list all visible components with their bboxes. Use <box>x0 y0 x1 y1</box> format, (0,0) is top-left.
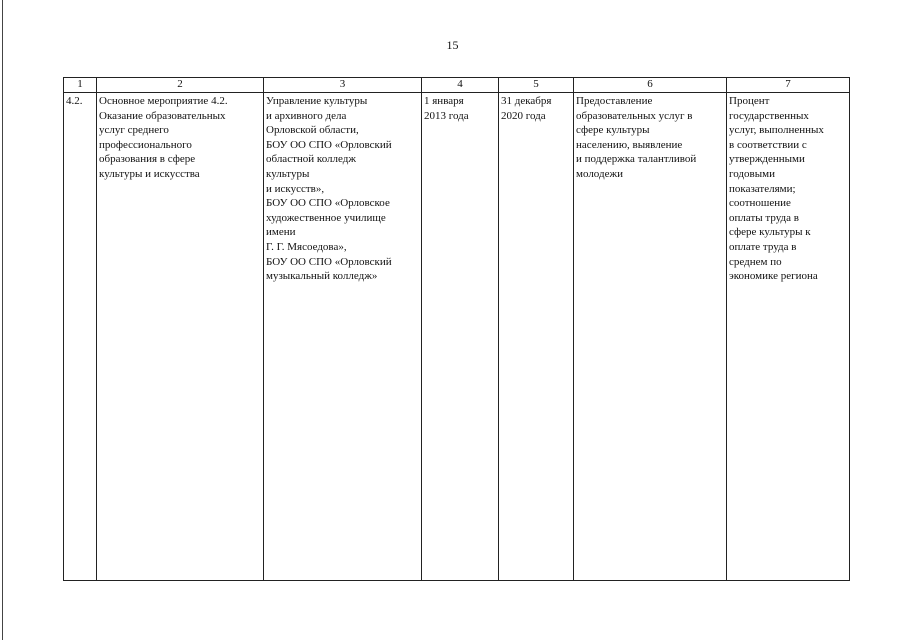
table-row <box>64 93 850 581</box>
indicator-line: утвержденными <box>729 153 805 166</box>
executor-line: БОУ ОО СПО «Орловский <box>266 255 392 268</box>
header-col-7: 7 <box>727 78 850 93</box>
cell-event <box>97 93 264 581</box>
event-line: Оказание образовательных <box>99 109 226 122</box>
cell-end-date <box>499 93 574 581</box>
event-line: культуры и искусства <box>99 167 200 180</box>
event-line: Основное мероприятие 4.2. <box>99 95 228 107</box>
indicator-line: сфере культуры к <box>729 226 811 239</box>
indicator-line: услуг, выполненных <box>729 124 824 137</box>
executor-line: и архивного дела <box>266 109 347 122</box>
result-line: и поддержка талантливой <box>576 153 697 166</box>
end-date-line: 31 декабря <box>501 95 552 107</box>
event-line: образования в сфере <box>99 153 196 166</box>
header-col-1: 1 <box>64 78 97 93</box>
indicator-line: в соответствии с <box>729 138 807 151</box>
executor-line: Г. Г. Мясоедова», <box>266 240 347 253</box>
event-line: профессионального <box>99 138 192 151</box>
indicator-line: оплате труда в <box>729 240 797 253</box>
indicator-line: государственных <box>729 109 809 122</box>
result-line: сфере культуры <box>576 124 650 137</box>
executor-line: Орловской области, <box>266 124 359 137</box>
end-date-line: 2020 года <box>501 109 546 122</box>
result-line: Предоставление <box>576 95 653 107</box>
header-col-2: 2 <box>97 78 264 93</box>
indicator-line: экономике региона <box>729 270 818 283</box>
header-col-3: 3 <box>264 78 422 93</box>
result-line: населению, выявление <box>576 138 683 151</box>
indicator-line: Процент <box>729 95 770 107</box>
cell-start-date <box>422 93 499 581</box>
indicator-line: годовыми <box>729 167 775 180</box>
result-line: образовательных услуг в <box>576 109 693 122</box>
executor-line: музыкальный колледж» <box>266 270 378 283</box>
cell-number <box>64 93 97 581</box>
plan-table <box>63 77 850 581</box>
indicator-line: оплаты труда в <box>729 211 799 224</box>
cell-executors <box>264 93 422 581</box>
cell-indicator <box>727 93 850 581</box>
executor-line: культуры <box>266 167 310 180</box>
executor-line: БОУ ОО СПО «Орловское <box>266 197 390 210</box>
header-col-5: 5 <box>499 78 574 93</box>
executor-line: областной колледж <box>266 153 356 166</box>
start-date-line: 1 января <box>424 95 464 107</box>
scan-edge-line <box>2 0 3 640</box>
indicator-line: показателями; <box>729 182 796 195</box>
executor-line: имени <box>266 226 296 239</box>
executor-line: и искусств», <box>266 182 325 195</box>
table-header-row <box>64 78 850 93</box>
cell-result <box>574 93 727 581</box>
executor-line: художественное училище <box>266 211 386 224</box>
row-number: 4.2. <box>66 95 83 107</box>
header-col-4: 4 <box>422 78 499 93</box>
page-number: 15 <box>446 38 459 52</box>
header-col-6: 6 <box>574 78 727 93</box>
executor-line: Управление культуры <box>266 95 368 107</box>
executor-line: БОУ ОО СПО «Орловский <box>266 138 392 151</box>
indicator-line: среднем по <box>729 255 782 268</box>
result-line: молодежи <box>576 167 623 180</box>
start-date-line: 2013 года <box>424 109 469 122</box>
event-line: услуг среднего <box>99 124 169 137</box>
indicator-line: соотношение <box>729 197 791 210</box>
